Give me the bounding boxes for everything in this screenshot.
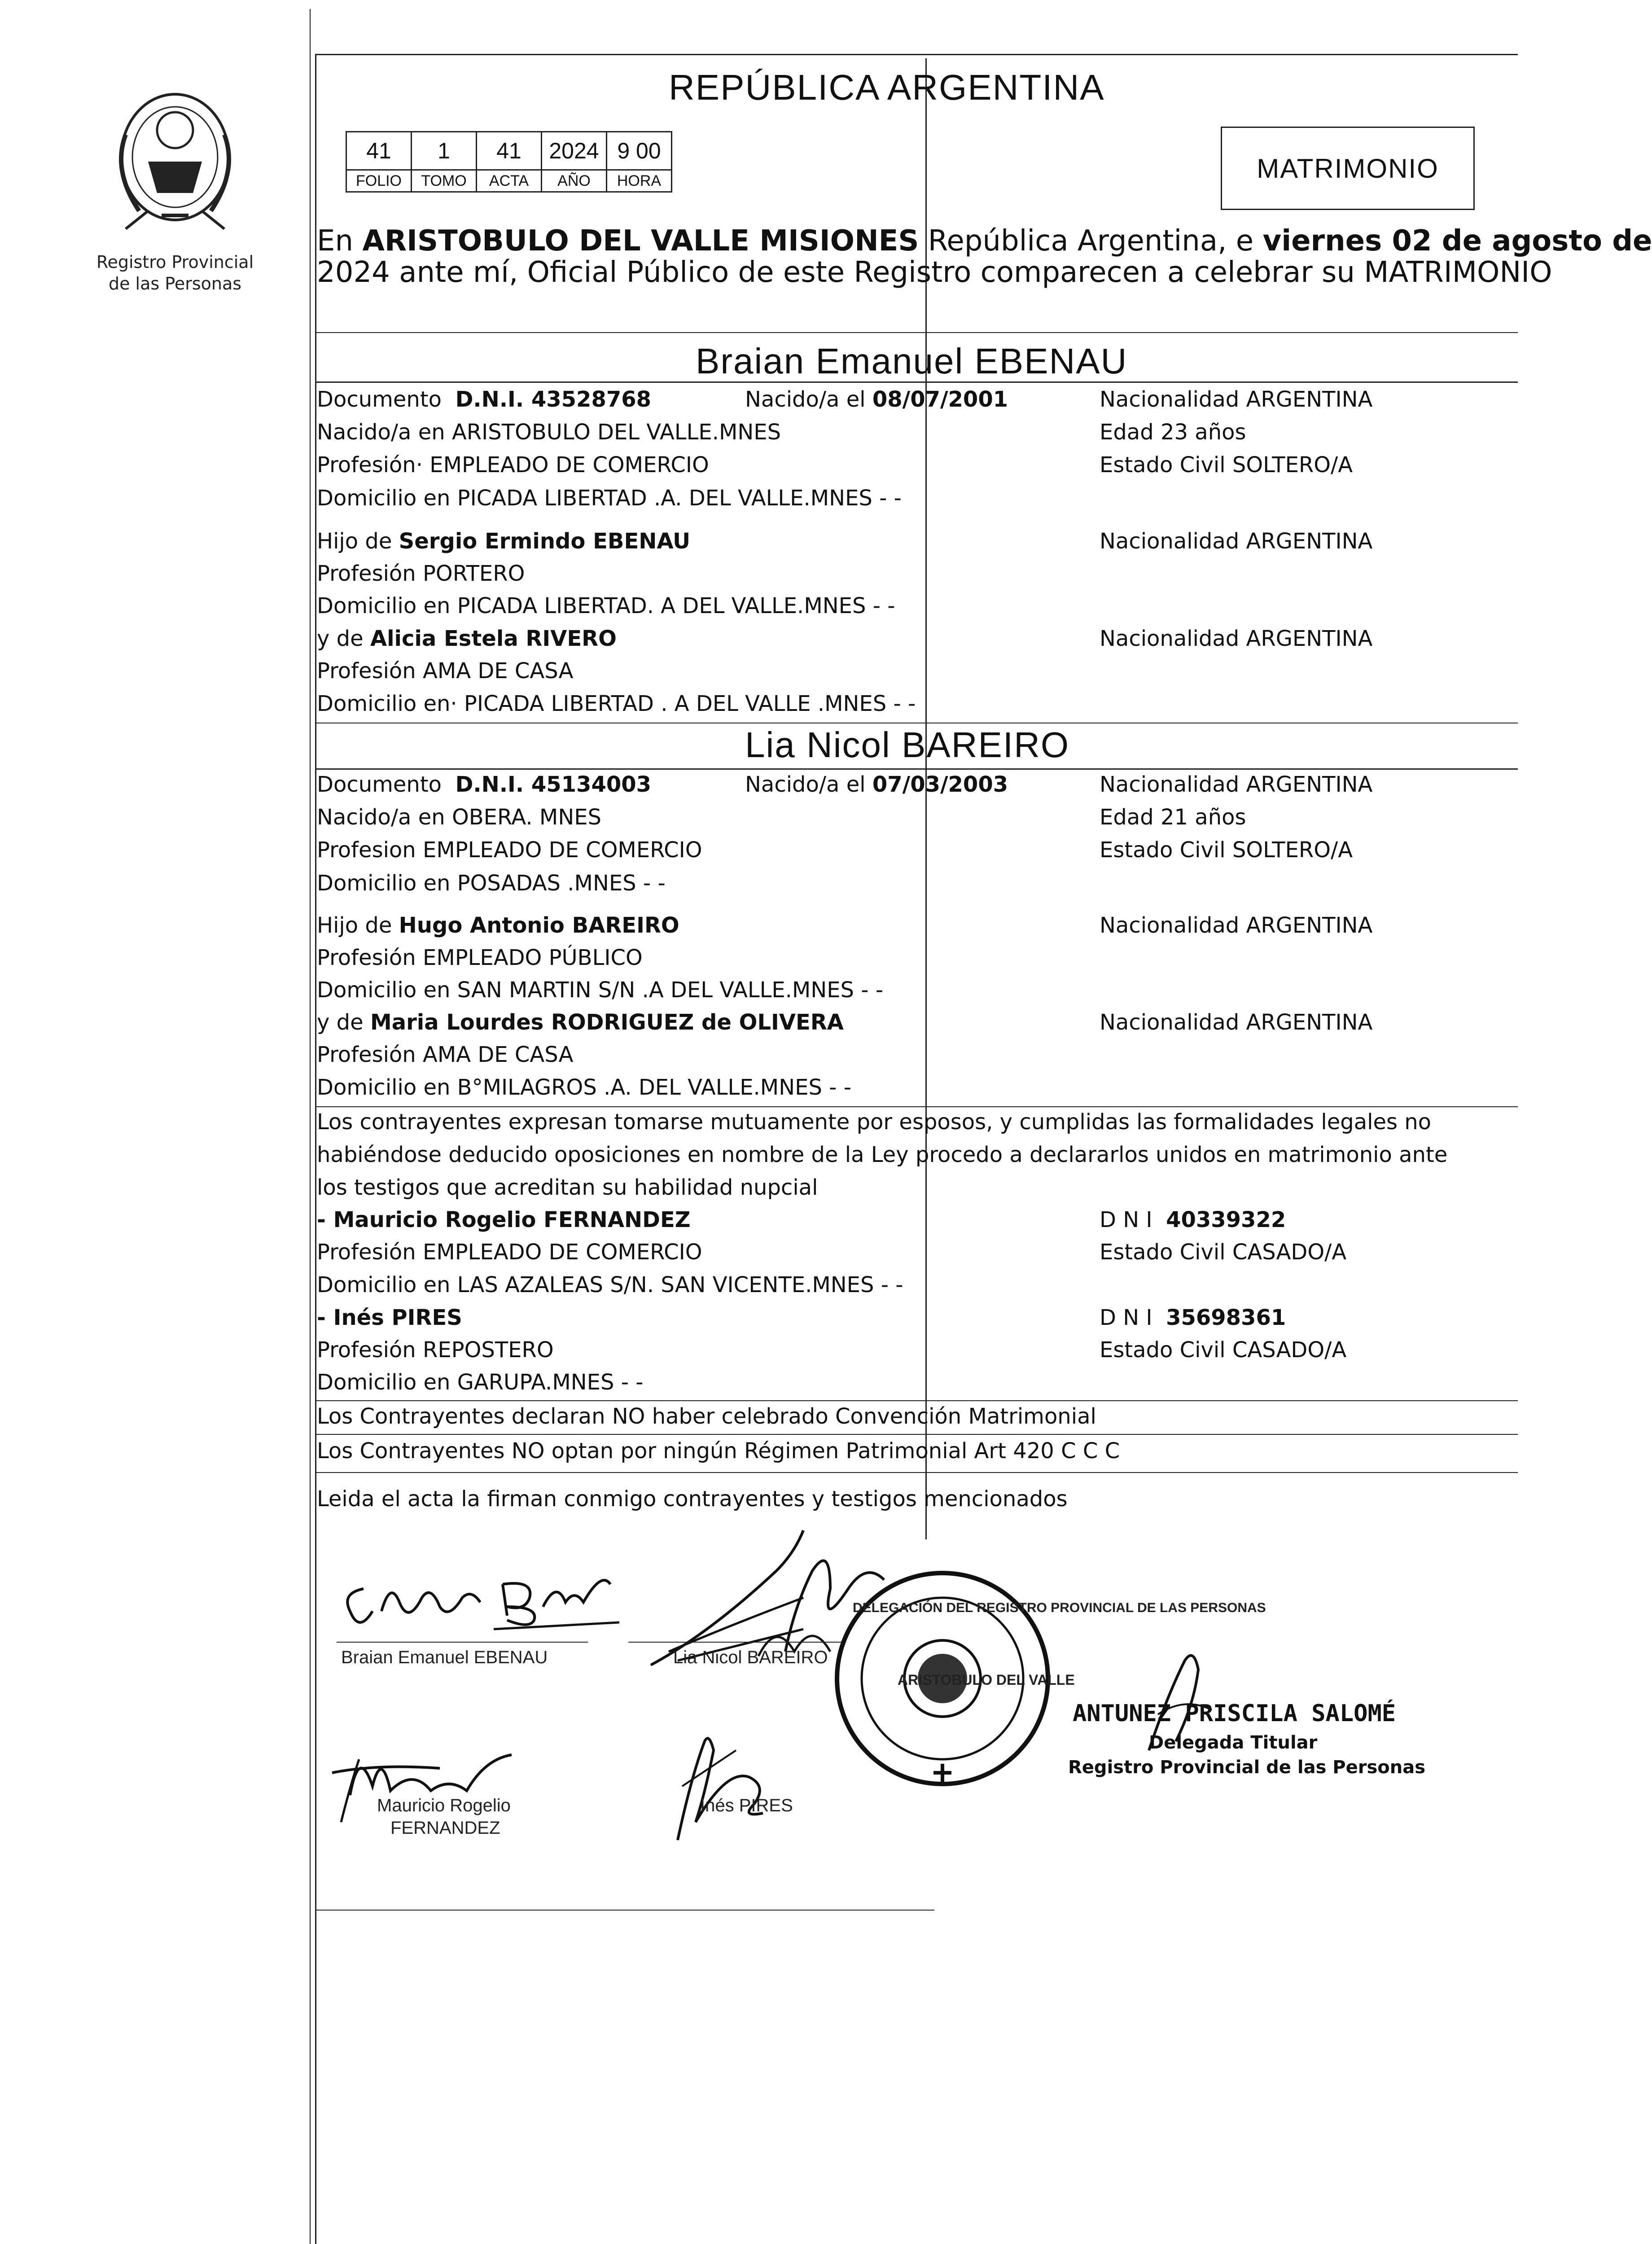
declaration-line-2: habiéndose deducido oposiciones en nombre de la Ley procedo a declararlos unidos en matrimonio ante <box>317 1142 1448 1167</box>
intro-place: ARISTOBULO DEL VALLE MISIONES <box>362 224 919 258</box>
nat-label: Nacionalidad <box>1100 387 1240 412</box>
bride-nat-row <box>1100 772 1372 797</box>
witness1-dni: 40339322 <box>1166 1207 1286 1232</box>
dom-label: Domicilio en <box>317 593 451 618</box>
witness2-prof: REPOSTERO <box>422 1337 554 1363</box>
prof-label: Profesión· <box>317 452 423 478</box>
witness1-dom: LAS AZALEAS S/N. SAN VICENTE.MNES - - <box>457 1272 903 1297</box>
bride-mother-dom-row <box>317 1075 851 1100</box>
witness1-prof: EMPLEADO DE COMERCIO <box>422 1240 702 1265</box>
bride-mother-dom: B°MILAGROS .A. DEL VALLE.MNES - - <box>457 1075 852 1100</box>
bride-doc: D.N.I. 45134003 <box>455 772 652 797</box>
age-label: Edad <box>1100 805 1154 830</box>
groom-father-nat-row <box>1100 529 1372 554</box>
witness2-civil: CASADO/A <box>1232 1337 1347 1363</box>
dom-label: Domicilio en <box>317 1370 451 1395</box>
prof-label: Profesion <box>317 837 416 863</box>
year-label: AÑO <box>542 170 607 192</box>
registry-line-2: de las Personas <box>108 274 242 294</box>
intro-line-2: 2024 ante mí, Oficial Público de este Registro comparecen a celebrar su MATRIMONIO <box>317 256 1552 289</box>
bride-mother-row <box>317 1010 844 1035</box>
registry-line-1: Registro Provincial <box>96 252 254 272</box>
nat-label: Nacionalidad <box>1100 626 1240 651</box>
dom-label: Domicilio en <box>317 1075 451 1100</box>
mother-label: y de <box>317 626 364 651</box>
groom-doc: D.N.I. 43528768 <box>455 387 652 412</box>
intro-middle: República Argentina, e <box>919 224 1263 258</box>
dni-label: D N I <box>1100 1207 1152 1232</box>
witness2-signature-caption: Inés PIRES <box>700 1796 793 1815</box>
born-label: Nacido/a el <box>745 772 866 797</box>
intro-date: viernes 02 de agosto de <box>1262 224 1652 258</box>
witness2-prof-row <box>317 1337 554 1363</box>
groom-nat-row <box>1100 387 1372 412</box>
declaration-line-3: los testigos que acreditan su habilidad nupcial <box>317 1175 818 1200</box>
groom-name-heading: Braian Emanuel EBENAU <box>696 341 1128 381</box>
groom-signature <box>332 1544 628 1662</box>
groom-birthplace: ARISTOBULO DEL VALLE.MNES <box>451 420 781 445</box>
bride-father: Hugo Antonio BAREIRO <box>399 913 679 938</box>
groom-mother-nat-row <box>1100 626 1372 651</box>
bride-dom-row <box>317 871 666 896</box>
official-org: Registro Provincial de las Personas <box>1068 1757 1426 1778</box>
regime-note: Los Contrayentes NO optan por ningún Régimen Patrimonial Art 420 C C C <box>317 1438 1120 1464</box>
prof-label: Profesión <box>317 658 416 684</box>
bride-mother-prof: AMA DE CASA <box>422 1042 574 1067</box>
groom-prof: EMPLEADO DE COMERCIO <box>429 452 709 478</box>
groom-father: Sergio Ermindo EBENAU <box>399 529 691 554</box>
bride-father-nat: ARGENTINA <box>1246 913 1373 938</box>
hour-value: 9 00 <box>607 132 672 170</box>
witness1-dom-row <box>317 1272 903 1297</box>
bride-father-dom-row <box>317 977 883 1003</box>
witness2-signature <box>660 1723 794 1851</box>
bride-age-row <box>1100 805 1246 830</box>
groom-dom: PICADA LIBERTAD .A. DEL VALLE.MNES - - <box>457 486 902 511</box>
bride-born: 07/03/2003 <box>872 772 1008 797</box>
bride-mother-nat: ARGENTINA <box>1246 1010 1373 1035</box>
read-note: Leida el acta la firman conmigo contrayentes y testigos mencionados <box>317 1486 1068 1512</box>
civil-label: Estado Civil <box>1100 452 1226 478</box>
bride-mother-prof-row <box>317 1042 573 1067</box>
groom-mother: Alicia Estela RIVERO <box>370 626 617 651</box>
birthplace-label: Nacido/a en <box>317 420 445 445</box>
section-rule <box>315 1106 1518 1107</box>
witness1-caption-2: FERNANDEZ <box>390 1818 500 1838</box>
witness2-dom-row <box>317 1370 644 1395</box>
groom-father-nat: ARGENTINA <box>1246 529 1373 554</box>
groom-father-row <box>317 529 690 554</box>
groom-birthplace-row <box>317 420 781 445</box>
witness1-caption-1: Mauricio Rogelio <box>377 1796 511 1815</box>
tomo-value: 1 <box>412 132 477 170</box>
bride-mother-nat-row <box>1100 1010 1372 1035</box>
intro-prefix: En <box>317 224 363 258</box>
bride-nat: ARGENTINA <box>1246 772 1373 797</box>
witness2-name: - Inés PIRES <box>317 1305 462 1330</box>
witness2-civil-row <box>1100 1337 1346 1363</box>
bride-signature-caption: Lia Nicol BAREIRO <box>673 1648 828 1667</box>
groom-father-dom: PICADA LIBERTAD. A DEL VALLE.MNES - - <box>457 593 895 618</box>
top-rule <box>315 54 1518 55</box>
bride-birthplace: OBERA. MNES <box>451 805 602 830</box>
folio-label: FOLIO <box>346 170 412 192</box>
birthplace-label: Nacido/a en <box>317 805 445 830</box>
witness2-dom: GARUPA.MNES - - <box>457 1370 644 1395</box>
acta-label: ACTA <box>477 170 542 192</box>
bride-prof-row <box>317 837 702 863</box>
doc-label: Documento <box>317 387 442 412</box>
bride-father-dom: SAN MARTIN S/N .A DEL VALLE.MNES - - <box>457 977 884 1003</box>
civil-label: Estado Civil <box>1100 1240 1226 1265</box>
dom-label: Domicilio en <box>317 486 451 511</box>
signature-line <box>337 1642 588 1643</box>
stamp-inner-text: ARISTOBULO DEL VALLE <box>898 1672 1075 1688</box>
groom-doc-row <box>317 387 651 412</box>
age-label: Edad <box>1100 420 1154 445</box>
year-value: 2024 <box>542 132 607 170</box>
witness1-civil: CASADO/A <box>1232 1240 1347 1265</box>
dni-label: D N I <box>1100 1305 1152 1330</box>
groom-heading-rule <box>315 381 1518 383</box>
dom-label: Domicilio en <box>317 1272 451 1297</box>
nat-label: Nacionalidad <box>1100 772 1240 797</box>
left-margin-rule <box>310 9 311 2244</box>
bride-father-prof-row <box>317 945 643 970</box>
nat-label: Nacionalidad <box>1100 1010 1240 1035</box>
bride-name-heading: Lia Nicol BAREIRO <box>745 725 1070 765</box>
groom-dom-row <box>317 486 902 511</box>
mother-label: y de <box>317 1010 364 1035</box>
bride-civil-row <box>1100 837 1353 863</box>
groom-nat: ARGENTINA <box>1246 387 1373 412</box>
bride-birthplace-row <box>317 805 601 830</box>
witness1-name: - Mauricio Rogelio FERNANDEZ <box>317 1207 691 1232</box>
declaration-line-1: Los contrayentes expresan tomarse mutuamente por esposos, y cumplidas las formalidades legales no <box>317 1109 1432 1135</box>
bride-born-row <box>745 772 1008 797</box>
groom-civil: SOLTERO/A <box>1232 452 1353 478</box>
witness1-dni-row <box>1100 1207 1286 1232</box>
bride-father-nat-row <box>1100 913 1372 938</box>
registry-label <box>67 251 283 294</box>
born-label: Nacido/a el <box>745 387 866 412</box>
section-rule <box>315 332 1518 333</box>
bride-mother: Maria Lourdes RODRIGUEZ de OLIVERA <box>370 1010 844 1035</box>
bride-dom: POSADAS .MNES - - <box>457 871 666 896</box>
groom-civil-row <box>1100 452 1353 478</box>
dom-label: Domicilio en <box>317 871 451 896</box>
section-rule <box>315 1434 1518 1435</box>
convention-note: Los Contrayentes declaran NO haber celebrado Convención Matrimonial <box>317 1404 1096 1429</box>
prof-label: Profesión <box>317 945 416 970</box>
witness1-civil-row <box>1100 1240 1346 1265</box>
hour-label: HORA <box>607 170 672 192</box>
groom-age: 23 años <box>1160 420 1246 445</box>
father-label: Hijo de <box>317 529 392 554</box>
groom-mother-row <box>317 626 617 651</box>
tomo-label: TOMO <box>412 170 477 192</box>
dom-label: Domicilio en <box>317 977 451 1003</box>
nat-label: Nacionalidad <box>1100 913 1240 938</box>
groom-father-dom-row <box>317 593 895 618</box>
groom-mother-dom: PICADA LIBERTAD . A DEL VALLE .MNES - - <box>464 691 916 716</box>
nat-label: Nacionalidad <box>1100 529 1240 554</box>
civil-label: Estado Civil <box>1100 837 1226 863</box>
groom-age-row <box>1100 420 1246 445</box>
groom-signature-caption: Braian Emanuel EBENAU <box>341 1648 548 1667</box>
dom-label: Domicilio en· <box>317 691 457 716</box>
bride-father-prof: EMPLEADO PÚBLICO <box>422 945 643 970</box>
groom-born: 08/07/2001 <box>872 387 1008 412</box>
witness1-prof-row <box>317 1240 702 1265</box>
prof-label: Profesión <box>317 1042 416 1067</box>
bottom-rule <box>315 1910 934 1911</box>
prof-label: Profesión <box>317 561 416 586</box>
official-name: ANTUNEZ PRISCILA SALOMÉ <box>1073 1700 1396 1727</box>
groom-father-prof-row <box>317 561 525 586</box>
act-reference-table <box>346 131 672 193</box>
signature-line <box>628 1642 844 1643</box>
section-rule <box>315 1400 1518 1401</box>
father-label: Hijo de <box>317 913 392 938</box>
bride-civil: SOLTERO/A <box>1232 837 1353 863</box>
acta-value: 41 <box>477 132 542 170</box>
prof-label: Profesión <box>317 1240 416 1265</box>
section-rule <box>315 1472 1518 1473</box>
groom-mother-prof-row <box>317 658 573 684</box>
doc-label: Documento <box>317 772 442 797</box>
groom-father-prof: PORTERO <box>422 561 525 586</box>
stamp-outer-text: DELEGACIÓN DEL REGISTRO PROVINCIAL DE LAS PERSONAS <box>853 1600 1266 1615</box>
country-title: REPÚBLICA ARGENTINA <box>669 67 1105 107</box>
civil-label: Estado Civil <box>1100 1337 1226 1363</box>
groom-mother-nat: ARGENTINA <box>1246 626 1373 651</box>
bride-age: 21 años <box>1160 805 1246 830</box>
provincial-coat-of-arms-logo <box>99 81 251 242</box>
bride-prof: EMPLEADO DE COMERCIO <box>422 837 702 863</box>
groom-prof-row <box>317 452 709 478</box>
groom-mother-prof: AMA DE CASA <box>422 658 574 684</box>
witness2-dni-row <box>1100 1305 1286 1330</box>
folio-value: 41 <box>346 132 412 170</box>
witness2-dni: 35698361 <box>1166 1305 1286 1330</box>
groom-mother-dom-row <box>317 691 916 716</box>
intro-line-1 <box>317 224 1652 258</box>
bride-heading-rule <box>315 768 1518 770</box>
groom-born-row <box>745 387 1008 412</box>
bride-doc-row <box>317 772 651 797</box>
act-type-box: MATRIMONIO <box>1221 127 1475 210</box>
official-role: Delegada Titular <box>1149 1732 1318 1753</box>
bride-father-row <box>317 913 679 938</box>
prof-label: Profesión <box>317 1337 416 1363</box>
